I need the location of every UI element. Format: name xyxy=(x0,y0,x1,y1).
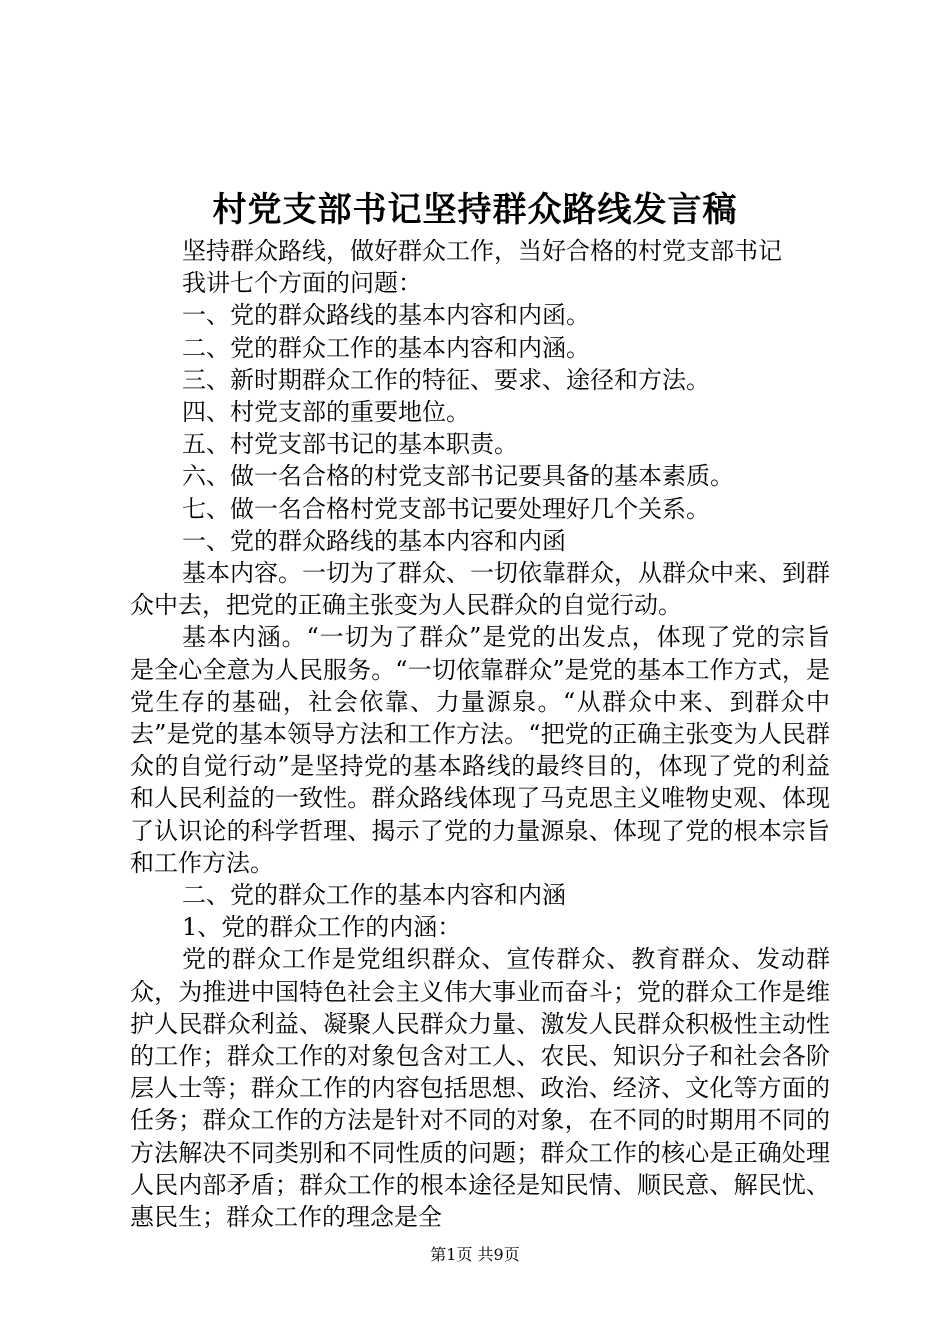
paragraph: 基本内容。一切为了群众、一切依靠群众，从群众中来、到群众中去，把党的正确主张变为人民群众的自觉行动。 xyxy=(130,559,830,620)
paragraph: 五、村党支部书记的基本职责。 xyxy=(182,430,518,459)
document-body xyxy=(130,235,830,1233)
paragraph: 三、新时期群众工作的特征、要求、途径和方法。 xyxy=(182,365,710,394)
paragraph: 我讲七个方面的问题： xyxy=(182,269,422,298)
paragraph: 六、做一名合格的村党支部书记要具备的基本素质。 xyxy=(182,462,734,491)
page-footer: 第1页 共9页 xyxy=(430,1245,520,1264)
paragraph: 基本内涵。“一切为了群众”是党的出发点，体现了党的宗旨是全心全意为人民服务。“一切依靠群众”是党的基本工作方式，是党生存的基础，社会依靠、力量源泉。“从群众中来、到群众中去”是党的基本领导方法和工作方法。“把党的正确主张变为人民群众的自觉行动”是坚持党的基本路线的最终目的，体现了党的利益和人民利益的一致性。群众路线体现了马克思主义唯物史观、体现了认识论的科学哲理、揭示了党的力量源泉、体现了党的根本宗旨和工作方法。 xyxy=(130,623,830,877)
paragraph: 一、党的群众路线的基本内容和内函。 xyxy=(182,301,590,330)
document-title: 村党支部书记坚持群众路线发言稿 xyxy=(212,190,738,230)
paragraph: 七、做一名合格村党支部书记要处理好几个关系。 xyxy=(182,494,710,523)
paragraph: 二、党的群众工作的基本内容和内涵。 xyxy=(182,333,590,362)
paragraph: 坚持群众路线，做好群众工作，当好合格的村党支部书记 xyxy=(182,237,782,265)
subsection-heading: 1、党的群众工作的内涵： xyxy=(182,913,462,942)
section-heading: 二、党的群众工作的基本内容和内涵 xyxy=(182,881,566,910)
paragraph: 四、村党支部的重要地位。 xyxy=(182,398,470,427)
section-heading: 一、党的群众路线的基本内容和内函 xyxy=(182,526,566,555)
paragraph: 党的群众工作是党组织群众、宣传群众、教育群众、发动群众，为推进中国特色社会主义伟大事业而奋斗；党的群众工作是维护人民群众利益、凝聚人民群众力量、激发人民群众积极性主动性的工作；群众工作的对象包含对工人、农民、知识分子和社会各阶层人士等；群众工作的内容包括思想、政治、经济、文化等方面的任务；群众工作的方法是针对不同的对象，在不同的时期用不同的方法解决不同类别和不同性质的问题；群众工作的核心是正确处理人民内部矛盾；群众工作的根本途径是知民情、顺民意、解民忧、惠民生；群众工作的理念是全 xyxy=(130,945,830,1232)
